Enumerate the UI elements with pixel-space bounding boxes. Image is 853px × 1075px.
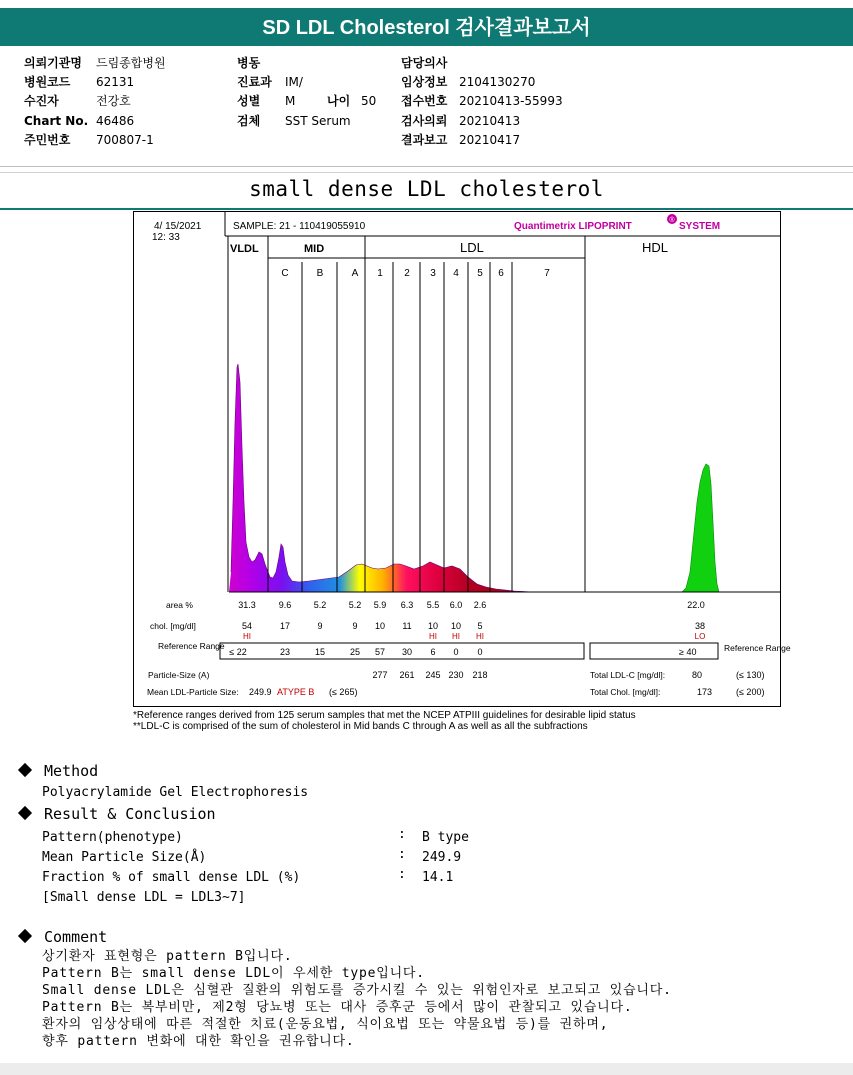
- brand-suffix: SYSTEM: [679, 221, 721, 232]
- comment-section: [16, 928, 107, 946]
- total-chol-label: Total Chol. [mg/dl]:: [590, 687, 661, 697]
- area-percent-value: 6.3: [400, 600, 414, 610]
- hdl-chol-flag: LO: [694, 632, 706, 641]
- particle-size-value: 218: [472, 670, 488, 680]
- info-label: 나이: [327, 94, 351, 108]
- info-label: 병동: [237, 56, 261, 70]
- comment-line: Pattern B는 복부비만, 제2형 당뇨병 또는 대사 증후군 등에서 많이 관찰되고 있습니다.: [42, 1000, 633, 1015]
- info-value: 50: [361, 94, 377, 108]
- report-title: SD LDL Cholesterol 검사결과보고서: [0, 8, 853, 46]
- area-percent-value: 31.3: [238, 600, 256, 610]
- reference-range-right-label: Reference Range: [724, 643, 791, 653]
- info-label: 검체: [237, 114, 261, 128]
- info-value: 20210413: [459, 114, 521, 128]
- band-label-7: 7: [544, 268, 550, 279]
- profile-area-hdl: [682, 464, 719, 592]
- reference-value: 0: [477, 647, 483, 657]
- brand-name: Quantimetrix LIPOPRINT: [514, 221, 632, 232]
- particle-size-value: 230: [448, 670, 464, 680]
- info-label: 임상정보: [401, 75, 448, 89]
- info-label: 검사의뢰: [401, 114, 448, 128]
- chol-flag: HI: [429, 632, 437, 641]
- info-value: 700807-1: [96, 133, 154, 147]
- method-text: Polyacrylamide Gel Electrophoresis: [42, 785, 309, 800]
- row-label-particle: Particle-Size (A): [148, 670, 210, 680]
- patient-info-panel: [0, 50, 853, 167]
- hdl-chol-value: 38: [694, 621, 706, 631]
- band-label-6: 6: [498, 268, 504, 279]
- particle-size-value: 245: [425, 670, 441, 680]
- area-percent-value: 2.6: [473, 600, 487, 610]
- group-ldl: LDL: [460, 240, 484, 255]
- reference-value: 25: [349, 647, 361, 657]
- band-label-a: A: [351, 268, 359, 279]
- info-value: IM/: [285, 75, 303, 89]
- area-percent-value: 5.5: [426, 600, 440, 610]
- info-value: 20210417: [459, 133, 521, 147]
- reference-value: 0: [453, 647, 459, 657]
- group-mid: MID: [304, 243, 325, 255]
- chol-flag: HI: [452, 632, 460, 641]
- footnote-2: **LDL-C is comprised of the sum of cholesterol in Mid bands C through A as well as all the subfractions: [133, 721, 588, 732]
- info-value: 전강호: [96, 94, 131, 108]
- report-date: 4/ 15/2021: [154, 221, 202, 232]
- hdl-reference-box: [590, 643, 718, 659]
- group-vldl: VLDL: [230, 243, 259, 255]
- lipoprint-chart: [134, 212, 791, 706]
- comment-line: Small dense LDL은 심혈관 질환의 위험도를 증가시킬 수 있는 위험인자로 보고되고 있습니다.: [42, 983, 672, 998]
- total-chol-limit: (≤ 200): [736, 687, 765, 697]
- chol-value: 10: [450, 621, 462, 631]
- info-label: 의뢰기관명: [24, 56, 82, 70]
- chol-value: 5: [477, 621, 483, 631]
- band-label-2: 2: [404, 268, 410, 279]
- method-section: [16, 762, 308, 803]
- mean-size-value: 249.9: [249, 687, 272, 697]
- row-label-reference-text: Reference Range: [158, 641, 225, 651]
- result-note: [Small dense LDL = LDL3~7]: [42, 890, 246, 905]
- info-value: SST Serum: [285, 114, 351, 128]
- band-label-c: C: [281, 268, 289, 279]
- info-label: 수진자: [24, 94, 59, 108]
- reference-value: ≤ 22: [229, 647, 247, 657]
- result-colon: :: [398, 867, 406, 882]
- info-value: 드림종합병원: [96, 56, 166, 70]
- area-percent-value: 5.2: [313, 600, 327, 610]
- area-percent-value: 5.9: [373, 600, 387, 610]
- area-percent-value: 5.2: [348, 600, 362, 610]
- info-label: 성별: [237, 94, 261, 108]
- info-label: 결과보고: [401, 133, 448, 147]
- profile-outline: [231, 364, 534, 592]
- chol-value: 10: [427, 621, 439, 631]
- chol-value: 54: [241, 621, 253, 631]
- hdl-area-value: 22.0: [687, 600, 705, 610]
- footnotes: [133, 710, 636, 732]
- bullet-diamond-icon: [18, 929, 32, 943]
- area-percent-value: 9.6: [278, 600, 292, 610]
- result-title: Result & Conclusion: [44, 805, 216, 823]
- comment-line: 상기환자 표현형은 pattern B입니다.: [42, 949, 293, 964]
- area-percent-value: 6.0: [449, 600, 463, 610]
- result-colon: :: [398, 847, 406, 862]
- comment-line: 환자의 임상상태에 따른 적절한 치료(운동요법, 식이요법 또는 약물요법 등)를 권하며,: [42, 1017, 609, 1032]
- group-hdl: HDL: [642, 240, 669, 255]
- reference-value: 6: [430, 647, 436, 657]
- result-value: B type: [422, 830, 469, 845]
- bottom-strip: [0, 1063, 853, 1075]
- reference-value: 30: [401, 647, 413, 657]
- reference-value: 23: [279, 647, 291, 657]
- total-ldlc-label: Total LDL-C [mg/dl]:: [590, 670, 666, 680]
- sample-id: SAMPLE: 21 - 110419055910: [233, 221, 366, 232]
- mean-limit: (≤ 265): [329, 687, 358, 697]
- section-heading: [0, 172, 853, 210]
- particle-size-value: 277: [372, 670, 388, 680]
- info-value: 20210413-55993: [459, 94, 563, 108]
- result-label: Pattern(phenotype): [42, 830, 183, 845]
- lipoprint-report: [133, 211, 791, 707]
- profile-area-vldl-ldl: [229, 364, 564, 592]
- info-label: 주민번호: [24, 133, 71, 147]
- band-label-1: 1: [377, 268, 383, 279]
- band-label-b: B: [316, 268, 324, 279]
- comment-title: Comment: [44, 928, 108, 946]
- chol-value: 10: [374, 621, 386, 631]
- band-label-3: 3: [430, 268, 436, 279]
- reference-value: 57: [374, 647, 386, 657]
- comment-body: [42, 948, 672, 1050]
- reference-value: 15: [314, 647, 326, 657]
- chol-value: 11: [402, 621, 412, 631]
- footnote-1: *Reference ranges derived from 125 serum samples that met the NCEP ATPIII guidelines for desirable lipid status: [133, 710, 636, 721]
- chol-flag: HI: [476, 632, 484, 641]
- info-value: M: [285, 94, 296, 108]
- row-label-reference: [158, 641, 225, 651]
- result-section: [16, 805, 642, 908]
- total-ldlc-value: 80: [692, 670, 703, 680]
- mean-type-value: ATYPE B: [277, 687, 315, 697]
- result-value: 14.1: [422, 870, 454, 885]
- chol-value: 9: [352, 621, 358, 631]
- bullet-diamond-icon: [18, 763, 32, 777]
- report-time: 12: 33: [152, 232, 180, 243]
- result-value: 249.9: [422, 850, 462, 865]
- hdl-reference-value: ≥ 40: [679, 647, 697, 657]
- info-value: 2104130270: [459, 75, 536, 89]
- registered-badge-text: ®: [669, 217, 675, 224]
- chol-value: 9: [317, 621, 323, 631]
- info-label: 담당의사: [401, 56, 448, 70]
- total-chol-value: 173: [697, 687, 713, 697]
- info-value: 46486: [96, 114, 135, 128]
- row-label-mean: Mean LDL-Particle Size:: [147, 687, 239, 697]
- particle-size-value: 261: [399, 670, 415, 680]
- band-label-4: 4: [453, 268, 459, 279]
- total-ldlc-limit: (≤ 130): [736, 670, 765, 680]
- bullet-diamond-icon: [18, 806, 32, 820]
- result-colon: :: [398, 827, 406, 842]
- row-label-area: area %: [166, 600, 193, 610]
- comment-line: 향후 pattern 변화에 대한 확인을 권유합니다.: [42, 1034, 355, 1049]
- chol-flag: HI: [243, 632, 251, 641]
- comment-line: Pattern B는 small dense LDL이 우세한 type입니다.: [42, 966, 425, 981]
- result-label: Fraction % of small dense LDL (%): [42, 870, 301, 885]
- info-value: 62131: [96, 75, 135, 89]
- info-label: 진료과: [237, 75, 272, 89]
- method-title: Method: [44, 762, 99, 780]
- band-label-5: 5: [477, 268, 483, 279]
- info-label: 접수번호: [401, 94, 448, 108]
- info-label: Chart No.: [24, 114, 89, 128]
- section-heading-text: small dense LDL cholesterol: [249, 177, 604, 201]
- chol-value: 17: [279, 621, 291, 631]
- info-label: 병원코드: [24, 75, 71, 89]
- row-label-chol: chol. [mg/dl]: [150, 621, 196, 631]
- result-label: Mean Particle Size(Å): [42, 850, 207, 865]
